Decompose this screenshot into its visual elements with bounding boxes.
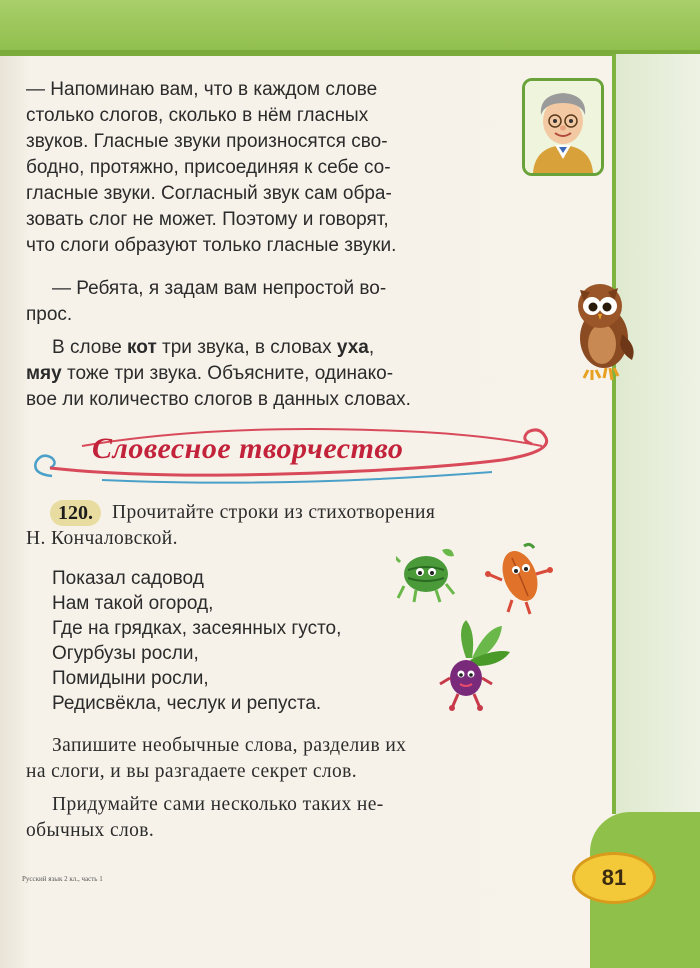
text-line: зовать слог не может. Поэтому и говорят, (26, 209, 389, 230)
text-line: гласные звуки. Согласный звук сам обра- (26, 183, 392, 204)
keyword: мяу (26, 363, 62, 384)
text-line: бодно, протяжно, присоединяя к себе со- (26, 157, 391, 178)
watermelon-cucumber-icon (396, 536, 460, 606)
owl-icon (570, 276, 640, 384)
keyword: уха (336, 337, 369, 358)
question-line-3: вое ли количество слогов в данных словах. (26, 389, 411, 410)
exercise-instruction-1: Прочитайте строки из стихотворения (112, 502, 436, 523)
text-segment: , (368, 337, 375, 358)
keyword: кот (127, 337, 157, 358)
poem-line: Где на грядках, засеянных густо, (52, 618, 342, 639)
task-2-line-1: Придумайте сами несколько таких не- (52, 794, 384, 815)
task-2-line-2: обычных слов. (26, 820, 155, 841)
question-line-2 (26, 361, 393, 387)
page-number: 81 (601, 865, 627, 890)
exercise-number: 120. (50, 500, 101, 526)
page-number-badge (572, 852, 656, 904)
text-line: звуков. Гласные звуки произносятся сво- (26, 131, 388, 152)
text-segment: три звука, в словах (156, 337, 337, 358)
poem-line: Нам такой огород, (52, 593, 214, 614)
question-line-1 (52, 335, 374, 361)
margin-rail (612, 54, 616, 814)
poem-line: Огурбузы росли, (52, 643, 199, 664)
text-segment: тоже три звука. Объясните, одинако- (61, 363, 394, 384)
header-band-edge (0, 50, 700, 56)
task-1-line-2: на слоги, и вы разгадаете секрет слов. (26, 761, 358, 782)
text-line: — Ребята, я задам вам непростой во- (52, 278, 387, 299)
teacher-portrait (522, 78, 604, 176)
task-1-line-1: Запишите необычные слова, разделив их (52, 735, 407, 756)
poem-line: Редисвёкла, чеслук и репуста. (52, 693, 322, 714)
poem-line: Показал садовод (52, 568, 204, 589)
text-line: — Напоминаю вам, что в каждом слове (26, 79, 378, 100)
text-segment: В слове (52, 337, 128, 358)
exercise-instruction-2: Н. Кончаловской. (26, 528, 178, 549)
section-title-banner (22, 418, 562, 488)
text-line: что слоги образуют только гласные звуки. (26, 235, 397, 256)
owl-illustration (570, 276, 640, 384)
page-footer: Русский язык 2 кл., часть 1 (22, 875, 103, 883)
section-title: Словесное творчество (92, 432, 404, 465)
text-line: столько слогов, сколько в нём гласных (26, 105, 369, 126)
poem-line: Помидыни росли, (52, 668, 209, 689)
teacher-illustration (525, 81, 601, 173)
text-line: прос. (26, 304, 73, 325)
header-band (0, 0, 700, 54)
tomato-melon-icon (484, 540, 556, 616)
beet-radish-icon (436, 618, 514, 714)
